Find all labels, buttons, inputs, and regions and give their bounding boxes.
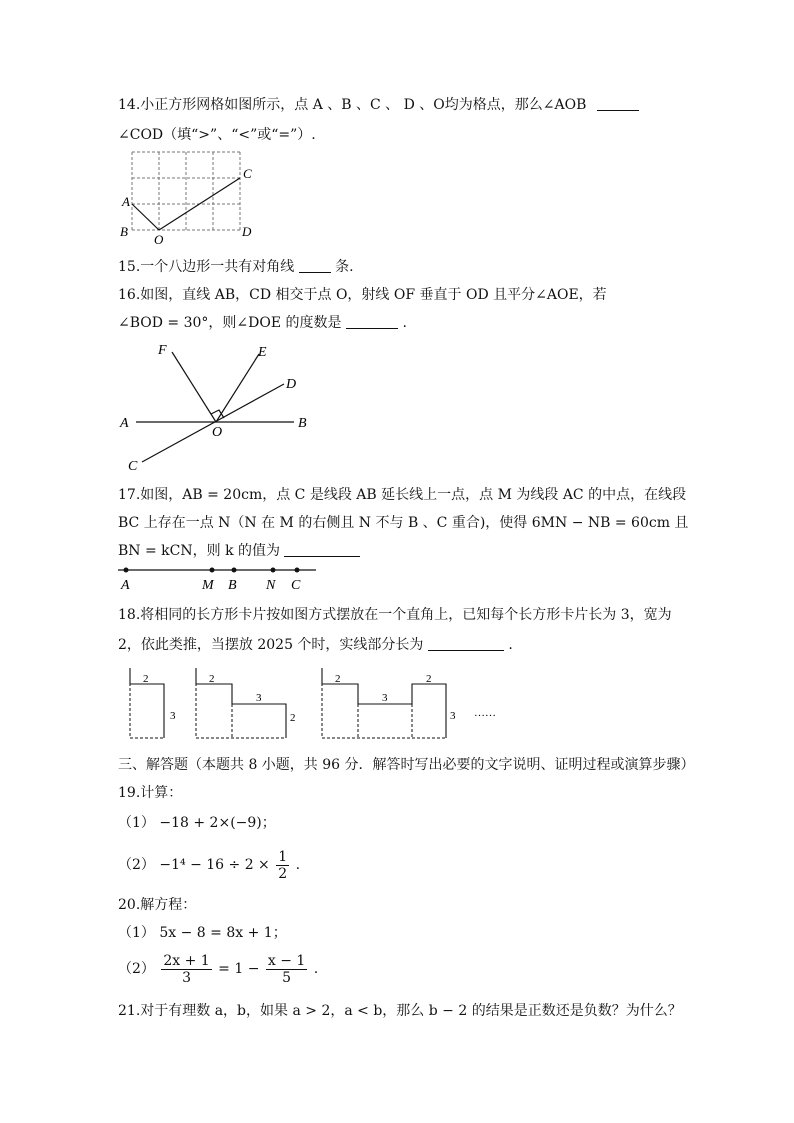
q18-text-post: . [508, 637, 513, 653]
q18-answer-blank[interactable] [428, 636, 504, 651]
q19-p1-expr: −18 + 2×(−9)； [159, 815, 276, 831]
q16-label-a: A [120, 416, 129, 431]
q19-p2-num: 1 [278, 848, 288, 865]
q16-label-o: O [212, 425, 223, 440]
q16-line2 [118, 314, 407, 332]
q18-stage-3 [322, 668, 456, 738]
q17-label-b: B [228, 578, 237, 593]
q19-p2-pre: −1⁴ − 16 ÷ 2 × [159, 857, 270, 873]
svg-text:3: 3 [170, 710, 176, 722]
q19-title: 19.计算： [118, 785, 183, 801]
svg-text:2: 2 [143, 673, 149, 685]
q19-p2-post: . [295, 857, 301, 873]
q14-label-b: B [120, 224, 128, 239]
q16-label-d: D [286, 377, 297, 392]
q20-p2-den2: 5 [282, 969, 292, 986]
q20-part2 [118, 950, 318, 988]
q17-answer-blank[interactable] [284, 542, 360, 557]
q20-title: 20.解方程： [118, 897, 197, 913]
q18-text-pre: 2，依此类推，当摆放 2025 个时，实线部分长为 [118, 637, 424, 653]
q15-line [118, 258, 354, 276]
q20-p2-den1: 3 [182, 969, 191, 986]
q20-p1-label: （1） [118, 925, 155, 941]
q16-label-c: C [128, 459, 138, 474]
q17-label-n: N [266, 578, 276, 593]
q16-line1: 16.如图，直线 AB，CD 相交于点 O，射线 OF 垂直于 OD 且平分∠AOE，若 [118, 287, 607, 303]
q17-segment-figure [116, 562, 326, 594]
q17-line1: 17.如图，AB = 20cm，点 C 是线段 AB 延长线上一点，点 M 为线段 AC 的中点，在线段 [118, 487, 687, 503]
svg-text:3: 3 [256, 692, 262, 704]
q18-cards-figure [124, 664, 504, 744]
q18-line2 [118, 636, 513, 654]
q19-p2-den: 2 [278, 865, 288, 882]
q17-label-m: M [202, 578, 214, 593]
q16-answer-blank[interactable] [346, 314, 398, 329]
q20-p2-num1: 2x + 1 [163, 952, 210, 969]
q19-part1 [118, 814, 276, 832]
q18-stage-2 [196, 668, 296, 738]
svg-text:3: 3 [450, 710, 456, 722]
q16-label-f: F [158, 343, 167, 358]
q14-line1 [118, 96, 639, 114]
q17-line3 [118, 542, 360, 560]
svg-text:2: 2 [426, 673, 432, 685]
q15-answer-blank[interactable] [299, 258, 331, 273]
q20-p2-fraction2 [266, 953, 307, 986]
q18-stage-1 [130, 668, 176, 738]
svg-text:3: 3 [382, 692, 388, 704]
svg-text:2: 2 [209, 673, 215, 685]
svg-text:2: 2 [335, 673, 341, 685]
q16-text-post: . [402, 315, 407, 331]
q18-line1: 18.将相同的长方形卡片按如图方式摆放在一个直角上，已知每个长方形卡片长为 3，宽为 [118, 607, 672, 623]
q20-part1 [118, 924, 287, 942]
q14-label-c: C [243, 166, 252, 181]
section3-heading: 三、解答题（本题共 8 小题，共 96 分．解答时写出必要的文字说明、证明过程或演算步骤） [118, 757, 695, 773]
q16-angle-figure [116, 338, 326, 478]
q17-line2: BC 上存在一点 N（N 在 M 的右侧且 N 不与 B 、C 重合)，使得 6MN − NB = 60cm 且 [118, 515, 689, 531]
q15-text-pre: 15.一个八边形一共有对角线 [118, 259, 295, 275]
q20-p2-mid: = 1 − [218, 961, 260, 977]
q19-p1-label: （1） [118, 815, 155, 831]
q14-label-a: A [122, 194, 130, 209]
q16-label-e: E [258, 345, 267, 360]
q19-p2-fraction [276, 849, 289, 882]
q15-text-post: 条. [335, 259, 354, 275]
q20-p2-label: （2） [118, 961, 155, 977]
q19-p2-label: （2） [118, 857, 155, 873]
q20-p2-post: . [313, 961, 319, 977]
q18-ellipsis: …… [474, 707, 496, 719]
q21-text: 21.对于有理数 a，b，如果 a > 2，a < b，那么 b − 2 的结果是正数还是负数？为什么？ [118, 1003, 682, 1019]
svg-text:2: 2 [290, 712, 296, 724]
q20-p2-fraction1 [161, 953, 211, 986]
q20-p1-expr: 5x − 8 = 8x + 1； [159, 925, 287, 941]
q17-label-a: A [121, 578, 130, 593]
q20-p2-num2: x − 1 [267, 952, 306, 969]
q16-label-b: B [298, 416, 307, 431]
q17-text: BN = kCN，则 k 的值为 [118, 543, 280, 559]
q19-part2 [118, 846, 300, 884]
q14-answer-blank[interactable] [597, 96, 639, 111]
q14-grid-figure [118, 146, 268, 246]
q14-label-o: O [154, 232, 164, 246]
q16-text-pre: ∠BOD = 30°，则∠DOE 的度数是 [118, 315, 342, 331]
q14-text1: 14.小正方形网格如图所示，点 A 、B 、C 、 D 、O均为格点，那么∠AOB [118, 97, 587, 113]
q14-label-d: D [242, 224, 252, 239]
q14-line2: ∠COD（填“>”、“<”或“=”）. [118, 127, 316, 143]
q17-label-c: C [291, 578, 301, 593]
